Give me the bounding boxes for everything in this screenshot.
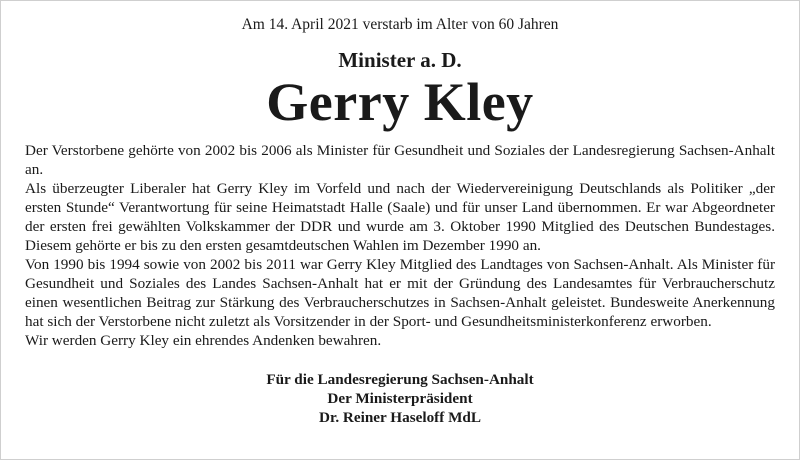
signature-person: Dr. Reiner Haseloff MdL: [319, 409, 481, 426]
signature-block: [21, 370, 779, 427]
body-paragraph: Der Verstorbene gehörte von 2002 bis 2006 als Minister für Gesundheit und Soziales der Landesregierung Sachsen-Anhalt an.: [25, 142, 775, 178]
body-paragraph: Als überzeugter Liberaler hat Gerry Kley im Vorfeld und nach der Wiedervereinigung Deutschlands als Politiker „der ersten Stunde“ Verantwortung für seine Heimatstadt Halle (Saale) und für unser Land übernommen. Er war Abgeordneter der ersten frei gewählten Volkskammer der DDR und wurde am 3. Oktober 1990 Mitglied des Deutschen Bundestages. Diesem gehörte er bis zu den ersten gesamtdeutschen Wahlen im Dezember 1990 an.: [25, 180, 775, 254]
signature-office: Der Ministerpräsident: [327, 390, 473, 407]
body-paragraph: Von 1990 bis 1994 sowie von 2002 bis 2011 war Gerry Kley Mitglied des Landtages von Sachsen-Anhalt. Als Minister für Gesundheit und Soziales des Landes Sachsen-Anhalt hat er mit der Gründung des Landesamtes für Verbraucherschutz einen wesentlichen Beitrag zur Stärkung des Verbraucherschutzes in Sachsen-Anhalt geleistet. Bundesweite Anerkennung hat sich der Verstorbene nicht zuletzt als Vorsitzender in der Sport- und Gesundheitsministerkonferenz erworben.: [25, 256, 775, 330]
signature-organization: Für die Landesregierung Sachsen-Anhalt: [266, 371, 534, 388]
body-paragraph: Wir werden Gerry Kley ein ehrendes Andenken bewahren.: [25, 332, 382, 349]
intro-line: Am 14. April 2021 verstarb im Alter von 60 Jahren: [241, 16, 559, 33]
deceased-name: Gerry Kley: [266, 72, 534, 132]
obituary-body: [25, 141, 775, 350]
honorific-title: Minister a. D.: [338, 48, 462, 72]
